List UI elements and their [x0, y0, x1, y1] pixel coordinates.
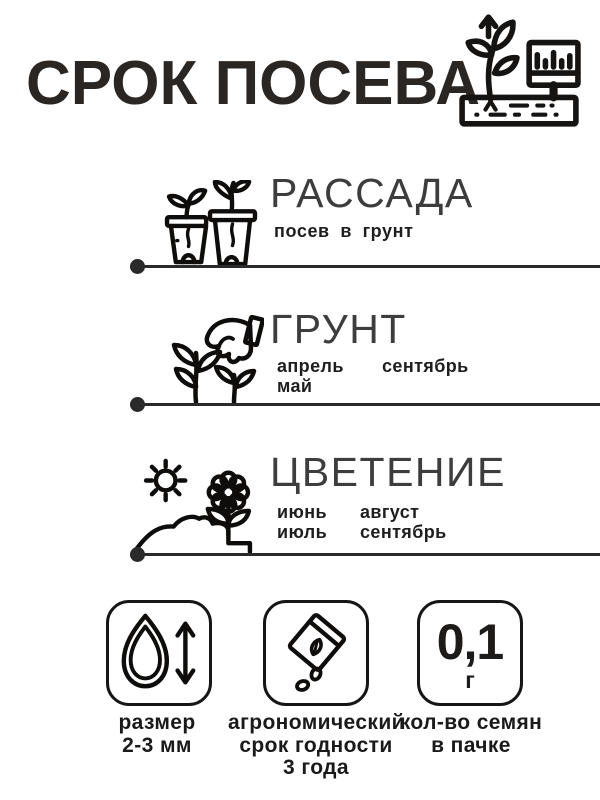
seed-size-card — [106, 600, 212, 706]
section-title-rassada: РАССАДА — [270, 170, 474, 216]
seed-weight-value: 0,1 — [436, 613, 504, 670]
seed-packet-icon — [273, 610, 359, 696]
shelf-life-label — [228, 712, 404, 780]
timeline-dot — [130, 547, 145, 562]
section-title-grunt: ГРУНТ — [270, 306, 407, 352]
hand-sowing-icon — [168, 315, 264, 404]
timeline-dot — [130, 397, 145, 412]
label-line: кол-во семян — [399, 711, 543, 734]
month-label: сентябрь — [382, 356, 469, 376]
timeline-dot — [130, 259, 145, 274]
cvetenie-months-early — [277, 503, 327, 542]
label-line: в пачке — [431, 733, 511, 757]
shelf-life-card — [263, 600, 369, 706]
seed-count-label — [383, 712, 559, 757]
cvetenie-months-late — [360, 503, 447, 542]
seed-weight-unit: г — [465, 666, 475, 693]
month-label: апрель — [277, 356, 344, 376]
seed-size-icon — [116, 610, 202, 696]
seedling-pots-icon — [158, 180, 264, 266]
label-line: размер — [118, 711, 196, 734]
grunt-months-spring — [277, 357, 344, 396]
grunt-months-autumn — [382, 357, 469, 377]
page-title: СРОК ПОСЕВА — [26, 49, 480, 118]
month-label: июль — [277, 521, 328, 542]
month-label: июнь — [277, 502, 327, 522]
timeline-rule — [130, 403, 600, 406]
seed-size-label — [68, 712, 246, 757]
timeline-rule — [130, 553, 600, 556]
sun-flower-icon — [131, 457, 265, 554]
month-label: май — [277, 375, 313, 396]
timeline-rule — [130, 265, 600, 268]
label-line: срок годности — [239, 733, 393, 757]
label-line: агрономический — [228, 711, 405, 734]
plant-growth-chart-icon — [456, 12, 582, 130]
month-label: август — [360, 502, 420, 522]
section-subtitle-rassada: посев в грунт — [274, 221, 414, 241]
seed-count-card — [417, 600, 523, 706]
label-line: 2-3 мм — [122, 733, 192, 757]
section-title-cvetenie: ЦВЕТЕНИЕ — [270, 449, 506, 495]
label-line: 3 года — [283, 756, 349, 779]
month-label: сентябрь — [360, 521, 447, 542]
